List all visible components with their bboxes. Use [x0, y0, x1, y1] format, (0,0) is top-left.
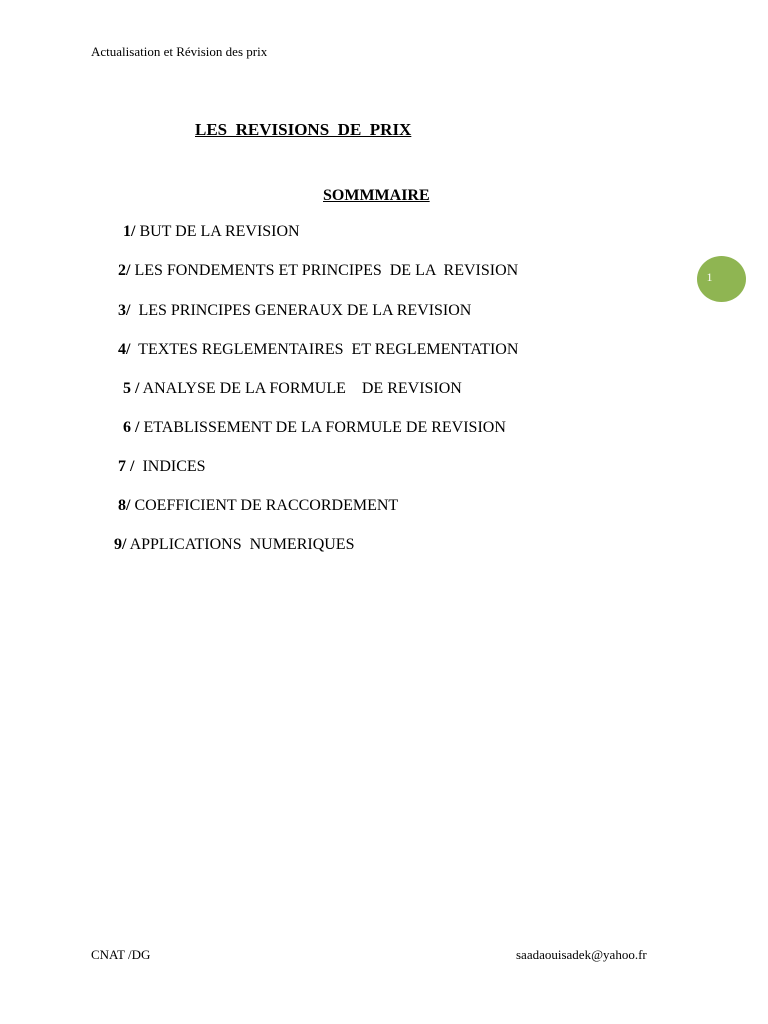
document-title: LES REVISIONS DE PRIX [195, 120, 412, 139]
toc-item-number: 6 / [123, 419, 140, 436]
toc-item-5 [123, 380, 462, 398]
toc-item-number: 9/ [114, 536, 127, 553]
toc-item-label: LES PRINCIPES GENERAUX DE LA REVISION [130, 302, 472, 319]
toc-item-label: BUT DE LA REVISION [135, 223, 300, 240]
toc-item-7 [118, 458, 206, 476]
toc-item-number: 1/ [123, 223, 136, 240]
page-header: Actualisation et Révision des prix [91, 44, 268, 59]
toc-item-label: ANALYSE DE LA FORMULE DE REVISION [139, 380, 462, 397]
toc-item-label: TEXTES REGLEMENTAIRES ET REGLEMENTATION [130, 341, 519, 358]
footer-email: saadaouisadek@yahoo.fr [516, 947, 647, 962]
toc-item-number: 5 / [123, 380, 140, 397]
toc-item-number: 4/ [118, 341, 131, 358]
toc-item-label: INDICES [134, 458, 206, 475]
toc-item-number: 2/ [118, 262, 131, 279]
toc-item-8 [118, 497, 398, 515]
toc-item-label: LES FONDEMENTS ET PRINCIPES DE LA REVISION [130, 262, 519, 279]
toc-item-6 [123, 419, 506, 437]
toc-item-number: 3/ [118, 302, 131, 319]
toc-item-1 [123, 223, 300, 241]
summary-heading: SOMMMAIRE [323, 187, 430, 204]
toc-item-number: 8/ [118, 497, 131, 514]
footer-organization: CNAT /DG [91, 947, 151, 962]
toc-item-label: COEFFICIENT DE RACCORDEMENT [130, 497, 399, 514]
toc-item-number: 7 / [118, 458, 135, 475]
toc-item-label: ETABLISSEMENT DE LA FORMULE DE REVISION [139, 419, 506, 436]
toc-item-3 [118, 302, 471, 320]
toc-item-label: APPLICATIONS NUMERIQUES [126, 536, 355, 553]
toc-item-9 [114, 536, 354, 554]
toc-item-2 [118, 262, 518, 280]
toc-item-4 [118, 341, 518, 359]
page-number-badge: 1 [697, 256, 746, 302]
